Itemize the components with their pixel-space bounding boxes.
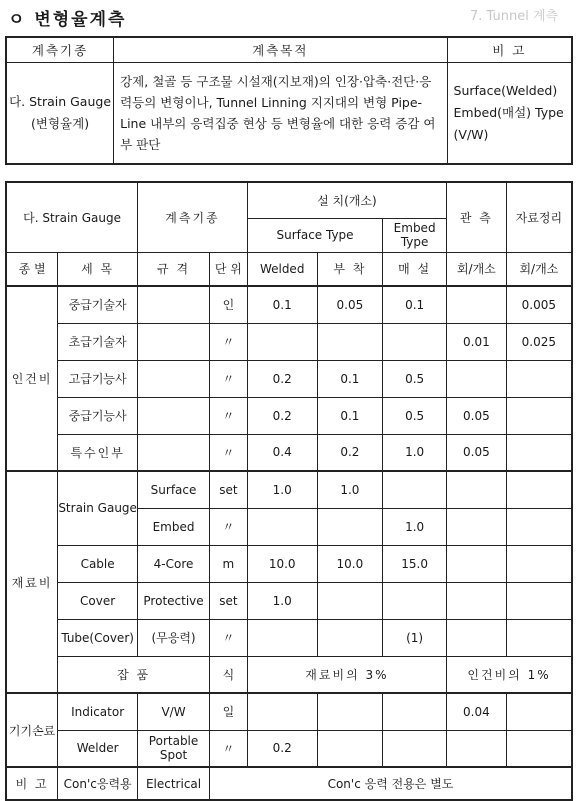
purpose-table-header (6, 37, 572, 63)
row-embed: 1.0 (383, 508, 447, 545)
header-data: 자료정리 (506, 182, 572, 252)
sub-header-row (6, 252, 572, 286)
row-item: Tube(Cover) (58, 619, 138, 656)
note-line: Surface(Welded) (453, 82, 558, 98)
row-embed: 0.5 (383, 397, 447, 434)
row-spec: Electrical (138, 767, 210, 800)
row-embed: (1) (383, 619, 447, 656)
corner-title: 다. Strain Gauge (6, 182, 138, 252)
row-observe: 0.05 (447, 397, 507, 434)
row-data: 0.005 (506, 286, 572, 323)
header-note: 비 고 (447, 37, 572, 63)
group-equipment: 기기손료 (6, 693, 58, 767)
row-observe: 0.04 (447, 693, 507, 730)
row-item: 잡 품 (58, 656, 210, 693)
row-spec: Surface (138, 471, 210, 508)
row-welded: 0.2 (247, 730, 317, 767)
sub-header: 부 착 (317, 252, 383, 286)
row-unit: 〃 (209, 619, 247, 656)
row-item: 고급기능사 (58, 360, 138, 397)
row-embed (383, 323, 447, 360)
sub-header: 회/개소 (506, 252, 572, 286)
note-line: Embed(매설) Type (453, 104, 564, 120)
row-observe (447, 360, 507, 397)
row-data: 0.025 (506, 323, 572, 360)
header-purpose: 계측목적 (114, 37, 447, 63)
row-attach: 10.0 (317, 545, 383, 582)
row-item: Strain Gauge (58, 471, 138, 545)
sub-header: 회/개소 (447, 252, 507, 286)
row-spec: Protective (138, 582, 210, 619)
row-unit: 인 (209, 286, 247, 323)
bleed-through-text: 7. Tunnel 계측 (470, 9, 559, 24)
row-item: Con'c응력용 (58, 767, 138, 800)
sub-header: 단 위 (209, 252, 247, 286)
row-unit: 〃 (209, 397, 247, 434)
table-row (6, 693, 572, 730)
row-welded: 0.2 (247, 397, 317, 434)
misc-material-pct: 재료비의 3% (247, 656, 446, 693)
sub-header: 규 격 (138, 252, 210, 286)
row-item: Cover (58, 582, 138, 619)
row-attach (317, 323, 383, 360)
row-observe: 0.01 (447, 323, 507, 360)
row-item: Cable (58, 545, 138, 582)
header-install: 설 치(개소) (247, 182, 446, 218)
row-item: Indicator (58, 693, 138, 730)
row-embed: 0.1 (383, 286, 447, 323)
gauge-subname: (변형율계) (31, 115, 90, 131)
row-spec: (무응력) (138, 619, 210, 656)
row-item: 중급기능사 (58, 397, 138, 434)
row-item: 중급기술자 (58, 286, 138, 323)
gauge-name: 다. Strain Gauge (9, 93, 112, 109)
row-attach: 0.05 (317, 286, 383, 323)
row-attach: 1.0 (317, 471, 383, 508)
row-unit: 〃 (209, 434, 247, 471)
row-data (506, 434, 572, 471)
table-row (6, 286, 572, 323)
table-row (6, 434, 572, 471)
group-material: 재료비 (6, 471, 58, 693)
table-row (6, 545, 572, 582)
table-row (6, 360, 572, 397)
sub-header: 세 목 (58, 252, 138, 286)
sub-header: 종 별 (6, 252, 58, 286)
row-attach (317, 508, 383, 545)
quantity-table (5, 181, 573, 801)
row-attach: 0.1 (317, 360, 383, 397)
header-observe: 관 측 (447, 182, 507, 252)
row-welded: 10.0 (247, 545, 317, 582)
table-row (6, 730, 572, 767)
row-data (506, 360, 572, 397)
gauge-cell (6, 63, 114, 164)
row-embed: 15.0 (383, 545, 447, 582)
row-welded (247, 323, 317, 360)
row-welded: 1.0 (247, 582, 317, 619)
row-embed: 0.5 (383, 360, 447, 397)
row-welded: 1.0 (247, 471, 317, 508)
row-item: 특수인부 (58, 434, 138, 471)
table-row (6, 767, 572, 800)
row-spec: Portable Spot (138, 730, 210, 767)
etc-note: Con'c 응력 전용은 별도 (209, 767, 572, 800)
row-unit: 식 (209, 656, 247, 693)
page-title: ㅇ 변형율계측 (8, 10, 127, 30)
row-unit: 〃 (209, 323, 247, 360)
row-spec: Embed (138, 508, 210, 545)
table-row (6, 582, 572, 619)
row-welded (247, 693, 317, 730)
header-type: 계측기종 (138, 182, 248, 252)
row-observe (447, 286, 507, 323)
row-unit: m (209, 545, 247, 582)
row-item: 초급기술자 (58, 323, 138, 360)
row-embed (383, 471, 447, 508)
row-welded: 0.1 (247, 286, 317, 323)
group-labor: 인건비 (6, 286, 58, 471)
row-unit: set (209, 471, 247, 508)
row-attach: 0.1 (317, 397, 383, 434)
note-cell (447, 63, 572, 164)
misc-labor-pct: 인건비의 1% (447, 656, 572, 693)
row-unit: 〃 (209, 360, 247, 397)
row-spec: 4-Core (138, 545, 210, 582)
row-embed: 1.0 (383, 434, 447, 471)
row-unit: 일 (209, 693, 247, 730)
sub-header: 매 설 (383, 252, 447, 286)
group-etc: 비 고 (6, 767, 58, 800)
row-spec: V/W (138, 693, 210, 730)
row-attach: 0.2 (317, 434, 383, 471)
row-unit: 〃 (209, 508, 247, 545)
header-embed-type: Embed Type (383, 218, 447, 252)
row-item: Welder (58, 730, 138, 767)
table-row (6, 397, 572, 434)
purpose-text: 강제, 철골 등 구조물 시설재(지보재)의 인장·압축·전단·응력등의 변형이나, Tunnel Linning 지지대의 변형 Pipe-Line 내부의 응력집중 현상 등 변형율에 대한 응력 증감 여부 판단 (114, 63, 447, 164)
table-row (6, 471, 572, 508)
table-row (6, 323, 572, 360)
sub-header: Welded (247, 252, 317, 286)
row-welded (247, 508, 317, 545)
note-line: (V/W) (453, 126, 489, 142)
row-unit: set (209, 582, 247, 619)
row-welded: 0.2 (247, 360, 317, 397)
row-observe: 0.05 (447, 434, 507, 471)
purpose-table (5, 36, 573, 165)
row-data (506, 397, 572, 434)
purpose-table-row (6, 63, 572, 164)
header-gauge-type: 계측기종 (6, 37, 114, 63)
row-welded: 0.4 (247, 434, 317, 471)
row-unit: 〃 (209, 730, 247, 767)
table-row (6, 619, 572, 656)
table-row (6, 656, 572, 693)
header-surface-type: Surface Type (247, 218, 382, 252)
